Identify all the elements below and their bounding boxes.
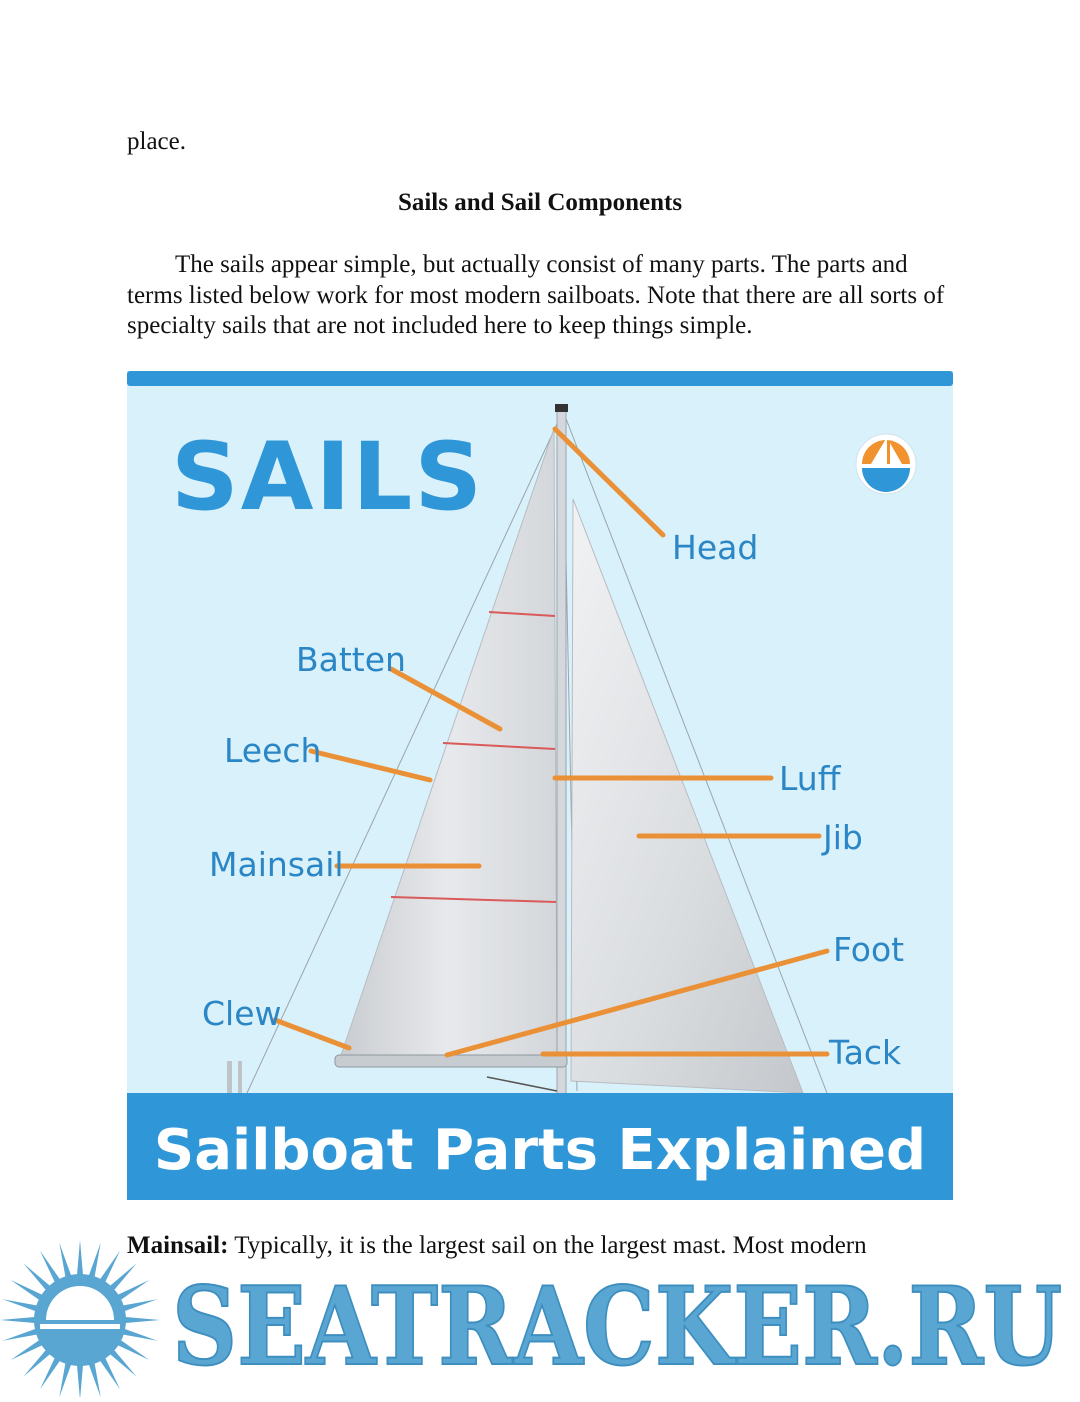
sun-ray bbox=[109, 1263, 137, 1291]
sun-ray bbox=[11, 1280, 44, 1301]
label-foot: Foot bbox=[833, 930, 905, 969]
sun-ray bbox=[23, 1349, 51, 1377]
sun-ray bbox=[122, 1328, 158, 1340]
mainsail-term: Mainsail: bbox=[127, 1232, 229, 1259]
sun-ray bbox=[122, 1299, 158, 1311]
sailboat-parts-figure bbox=[127, 371, 953, 1200]
sun-ray bbox=[117, 1280, 150, 1301]
continuation-text: place. bbox=[127, 128, 186, 155]
stanchion-2 bbox=[238, 1061, 242, 1094]
boom bbox=[335, 1055, 567, 1067]
seatracker-watermark bbox=[0, 1236, 1080, 1397]
sun-ray bbox=[109, 1349, 137, 1377]
sun-ray bbox=[77, 1364, 83, 1397]
mast-top bbox=[555, 404, 568, 412]
label-luff: Luff bbox=[779, 759, 841, 798]
sun-ray bbox=[99, 1251, 120, 1284]
sun-ray bbox=[40, 1357, 61, 1390]
sun-ray bbox=[59, 1362, 71, 1397]
figure-top-stripe bbox=[127, 371, 953, 386]
label-batten: Batten bbox=[296, 640, 406, 679]
label-clew: Clew bbox=[202, 994, 282, 1033]
sun-ray bbox=[124, 1317, 160, 1323]
intro-text: The sails appear simple, but actually consist of many parts. The parts and terms listed below work for most modern sailboats. Note that there are all sorts of specialty sails that are not included here to keep things simple. bbox=[127, 251, 945, 339]
sun-ray bbox=[40, 1251, 61, 1284]
section-heading: Sails and Sail Components bbox=[397, 189, 683, 216]
figure-title: SAILS bbox=[171, 423, 485, 532]
label-tack: Tack bbox=[829, 1033, 902, 1072]
intro-paragraph bbox=[127, 250, 953, 342]
sailboat-logo-icon bbox=[856, 434, 916, 494]
mainsail-description: Typically, it is the largest sail on the largest mast. Most modern bbox=[228, 1232, 867, 1259]
label-leech: Leech bbox=[224, 731, 322, 770]
sun-ray bbox=[0, 1317, 36, 1323]
sun-icon bbox=[0, 1240, 160, 1397]
sun-ray bbox=[59, 1243, 71, 1279]
sun-ray bbox=[117, 1339, 150, 1360]
sun-ray bbox=[88, 1362, 100, 1397]
sun-ray bbox=[77, 1240, 83, 1276]
figure-banner-text: Sailboat Parts Explained bbox=[153, 1118, 927, 1183]
sun-ray bbox=[11, 1339, 44, 1360]
sun-ray bbox=[3, 1328, 39, 1340]
mast bbox=[557, 409, 566, 1094]
label-mainsail: Mainsail bbox=[209, 845, 344, 884]
sun-ray bbox=[88, 1243, 100, 1279]
label-jib: Jib bbox=[823, 818, 863, 857]
sun-ray bbox=[99, 1357, 120, 1390]
label-head: Head bbox=[672, 528, 759, 567]
stanchion bbox=[227, 1061, 232, 1094]
sun-ray bbox=[3, 1299, 39, 1311]
sun-ray bbox=[23, 1263, 51, 1291]
watermark-text: SEATRACKER.RU bbox=[172, 1264, 1062, 1390]
